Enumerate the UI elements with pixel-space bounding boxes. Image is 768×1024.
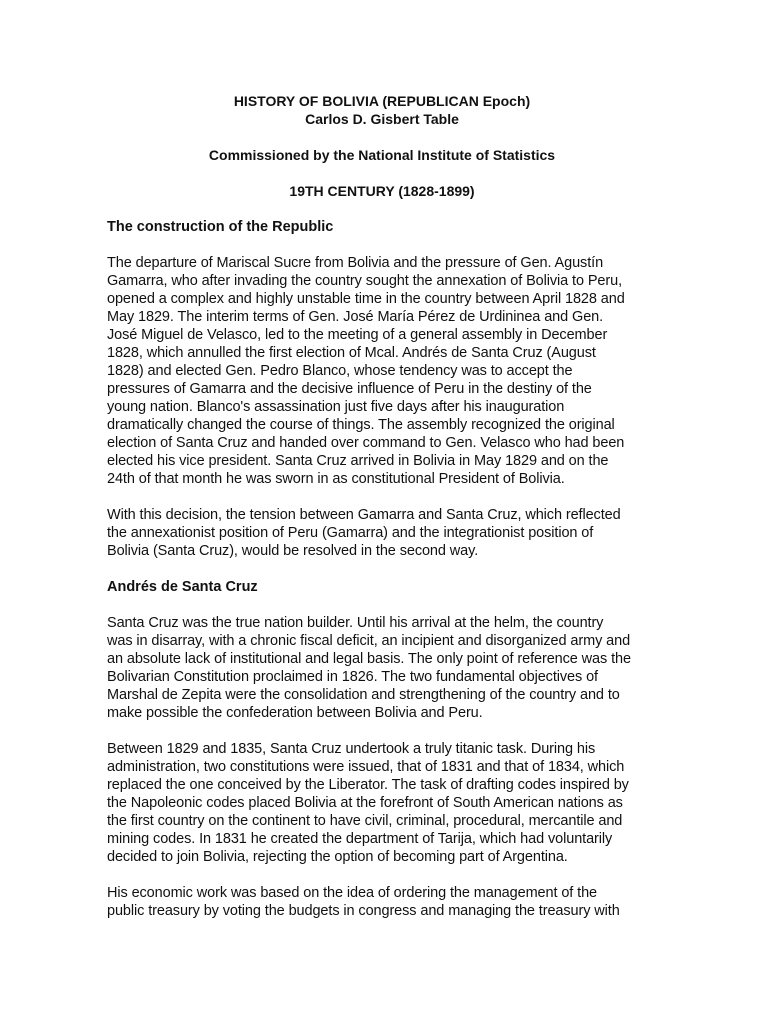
text-line: Gamarra, who after invading the country sought the annexation of Bolivia to Peru, bbox=[107, 273, 623, 289]
text-line: Santa Cruz was the true nation builder. Until his arrival at the helm, the country bbox=[107, 615, 604, 631]
text-line: the annexationist position of Peru (Gamarra) and the integrationist position of bbox=[107, 525, 594, 541]
text-line: make possible the confederation between Bolivia and Peru. bbox=[107, 705, 483, 721]
text-line: young nation. Blanco's assassination just five days after his inauguration bbox=[107, 399, 565, 415]
paragraph-nation-builder bbox=[107, 614, 657, 722]
text-line: 24th of that month he was sworn in as constitutional President of Bolivia. bbox=[107, 471, 565, 487]
paragraph-departure-of-sucre bbox=[107, 254, 657, 488]
section-heading-andres-de-santa-cruz: Andrés de Santa Cruz bbox=[107, 579, 258, 595]
text-line: His economic work was based on the idea of ordering the management of the bbox=[107, 885, 598, 901]
text-line: election of Santa Cruz and handed over command to Gen. Velasco who had been bbox=[107, 435, 625, 451]
text-line: With this decision, the tension between Gamarra and Santa Cruz, which reflected bbox=[107, 507, 621, 523]
text-line: The departure of Mariscal Sucre from Bolivia and the pressure of Gen. Agustín bbox=[107, 255, 604, 271]
text-line: an absolute lack of institutional and legal basis. The only point of reference was the bbox=[107, 651, 631, 667]
text-line: dramatically changed the course of things. The assembly recognized the original bbox=[107, 417, 615, 433]
document-title: HISTORY OF BOLIVIA (REPUBLICAN Epoch) bbox=[233, 93, 531, 109]
document-century: 19TH CENTURY (1828-1899) bbox=[289, 183, 475, 199]
text-line: 1828) and elected Gen. Pedro Blanco, whose tendency was to accept the bbox=[107, 363, 573, 379]
paragraph-titanic-task bbox=[107, 740, 657, 866]
paragraph-tension-gamarra-santa-cruz bbox=[107, 506, 657, 560]
text-line: May 1829. The interim terms of Gen. José María Pérez de Urdininea and Gen. bbox=[107, 309, 604, 325]
text-line: Bolivarian Constitution proclaimed in 1826. The two fundamental objectives of bbox=[107, 669, 598, 685]
text-line: pressures of Gamarra and the decisive influence of Peru in the destiny of the bbox=[107, 381, 592, 397]
text-line: replaced the one conceived by the Liberator. The task of drafting codes inspired by bbox=[107, 777, 629, 793]
document-author: Carlos D. Gisbert Table bbox=[305, 111, 459, 127]
section-heading-construction-of-republic: The construction of the Republic bbox=[107, 219, 334, 235]
text-line: the Napoleonic codes placed Bolivia at the forefront of South American nations as bbox=[107, 795, 623, 811]
text-line: Bolivia (Santa Cruz), would be resolved in the second way. bbox=[107, 543, 479, 559]
document-content bbox=[107, 92, 657, 920]
text-line: was in disarray, with a chronic fiscal deficit, an incipient and disorganized army and bbox=[107, 633, 631, 649]
text-line: Marshal de Zepita were the consolidation and strengthening of the country and to bbox=[107, 687, 620, 703]
text-line: mining codes. In 1831 he created the department of Tarija, which had voluntarily bbox=[107, 831, 613, 847]
text-line: the first country on the continent to have civil, criminal, procedural, mercantile and bbox=[107, 813, 623, 829]
text-line: public treasury by voting the budgets in congress and managing the treasury with bbox=[107, 903, 620, 919]
text-line: elected his vice president. Santa Cruz arrived in Bolivia in May 1829 and on the bbox=[107, 453, 609, 469]
text-line: José Miguel de Velasco, led to the meeting of a general assembly in December bbox=[107, 327, 608, 343]
text-line: opened a complex and highly unstable time in the country between April 1828 and bbox=[107, 291, 625, 307]
text-line: Between 1829 and 1835, Santa Cruz undertook a truly titanic task. During his bbox=[107, 741, 596, 757]
text-line: 1828, which annulled the first election of Mcal. Andrés de Santa Cruz (August bbox=[107, 345, 596, 361]
text-line: administration, two constitutions were issued, that of 1831 and that of 1834, which bbox=[107, 759, 625, 775]
paragraph-economic-work bbox=[107, 884, 657, 920]
text-line: decided to join Bolivia, rejecting the option of becoming part of Argentina. bbox=[107, 849, 568, 865]
document-commission: Commissioned by the National Institute of Statistics bbox=[208, 147, 556, 163]
